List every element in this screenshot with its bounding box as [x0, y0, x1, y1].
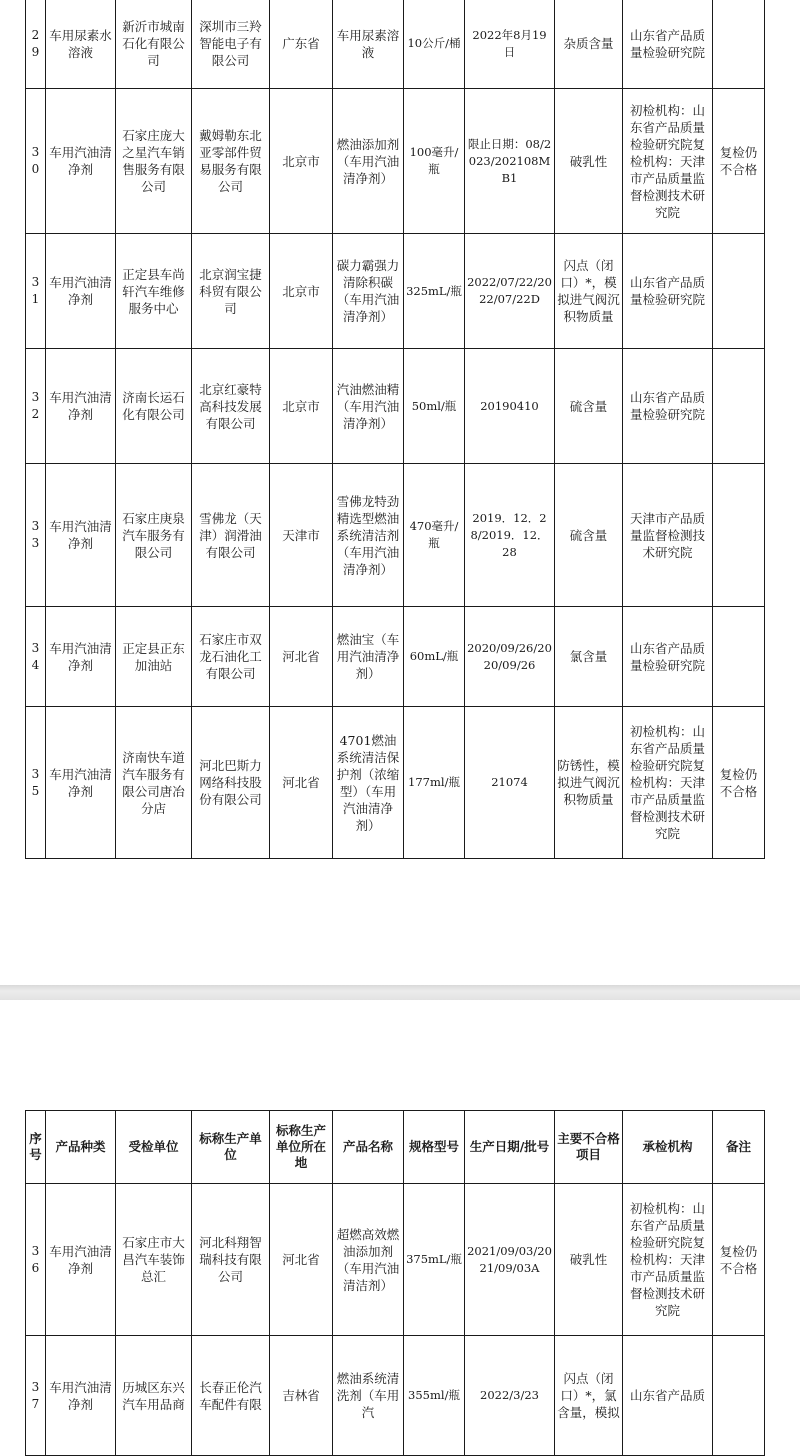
spec-cell: 10公斤/桶 [404, 0, 465, 89]
location-cell: 天津市 [270, 464, 333, 607]
header-seq: 序号 [26, 1111, 46, 1184]
producer-cell: 河北巴斯力网络科技股份有限公司 [192, 707, 270, 859]
defects-cell: 杂质含量 [555, 0, 623, 89]
prod-date-cell: 2022/3/23 [465, 1336, 555, 1456]
header-spec: 规格型号 [404, 1111, 465, 1184]
agency-cell: 山东省产品质量检验研究院 [623, 0, 713, 89]
product-name-cell: 碳力霸强力清除积碳（车用汽油清净剂） [333, 234, 404, 349]
header-labeled-producer: 标称生产单位 [192, 1111, 270, 1184]
producer-cell: 雪佛龙（天津）润滑油有限公司 [192, 464, 270, 607]
prod-date-cell: 2021/09/03/2021/09/03A [465, 1184, 555, 1336]
category-cell: 车用汽油清净剂 [46, 1336, 116, 1456]
spec-cell: 375mL/瓶 [404, 1184, 465, 1336]
results-table-page-2 [25, 1110, 765, 1456]
producer-cell: 北京红豪特高科技发展有限公司 [192, 349, 270, 464]
remark-cell [713, 607, 765, 707]
prod-date-cell: 20190410 [465, 349, 555, 464]
spec-cell: 100毫升/瓶 [404, 89, 465, 234]
spec-cell: 325mL/瓶 [404, 234, 465, 349]
page-separator [0, 985, 800, 1000]
defects-cell: 破乳性 [555, 89, 623, 234]
row-seq-cell: 29 [26, 0, 46, 89]
defects-cell: 闪点（闭口）*，模拟进气阀沉积物质量 [555, 234, 623, 349]
header-product-name: 产品名称 [333, 1111, 404, 1184]
prod-date-cell: 2022年8月19日 [465, 0, 555, 89]
remark-cell [713, 1336, 765, 1456]
row-seq-cell: 36 [26, 1184, 46, 1336]
row-seq-cell: 37 [26, 1336, 46, 1456]
header-prod-date: 生产日期/批号 [465, 1111, 555, 1184]
location-cell: 北京市 [270, 234, 333, 349]
row-seq-cell: 32 [26, 349, 46, 464]
spec-cell: 177ml/瓶 [404, 707, 465, 859]
category-cell: 车用汽油清净剂 [46, 607, 116, 707]
table-row [26, 1336, 765, 1456]
inspected-unit-cell: 石家庄庚泉汽车服务有限公司 [116, 464, 192, 607]
product-name-cell: 雪佛龙特劲精选型燃油系统清洁剂（车用汽油清净剂） [333, 464, 404, 607]
defects-cell: 防锈性，模拟进气阀沉积物质量 [555, 707, 623, 859]
remark-cell: 复检仍不合格 [713, 1184, 765, 1336]
agency-cell: 初检机构：山东省产品质量检验研究院复检机构：天津市产品质量监督检测技术研究院 [623, 1184, 713, 1336]
agency-cell: 初检机构：山东省产品质量检验研究院复检机构：天津市产品质量监督检测技术研究院 [623, 707, 713, 859]
category-cell: 车用汽油清净剂 [46, 1184, 116, 1336]
producer-cell: 石家庄市双龙石油化工有限公司 [192, 607, 270, 707]
location-cell: 河北省 [270, 607, 333, 707]
inspected-unit-cell: 济南快车道汽车服务有限公司唐冶分店 [116, 707, 192, 859]
remark-cell [713, 0, 765, 89]
header-remark: 备注 [713, 1111, 765, 1184]
category-cell: 车用汽油清净剂 [46, 464, 116, 607]
product-name-cell: 燃油添加剂（车用汽油清净剂） [333, 89, 404, 234]
row-seq-cell: 35 [26, 707, 46, 859]
prod-date-cell: 2022/07/22/2022/07/22D [465, 234, 555, 349]
row-seq-cell: 34 [26, 607, 46, 707]
document-page-2 [0, 1000, 800, 1420]
producer-cell: 长春正伦汽车配件有限 [192, 1336, 270, 1456]
header-agency: 承检机构 [623, 1111, 713, 1184]
producer-cell: 深圳市三羚智能电子有限公司 [192, 0, 270, 89]
results-table-page-1 [25, 0, 765, 859]
inspected-unit-cell: 正定县车尚轩汽车维修服务中心 [116, 234, 192, 349]
category-cell: 车用汽油清净剂 [46, 349, 116, 464]
agency-cell: 山东省产品质量检验研究院 [623, 234, 713, 349]
product-name-cell: 燃油系统清洗剂（车用汽 [333, 1336, 404, 1456]
table-row [26, 349, 765, 464]
location-cell: 北京市 [270, 349, 333, 464]
inspected-unit-cell: 济南长运石化有限公司 [116, 349, 192, 464]
row-seq-cell: 31 [26, 234, 46, 349]
inspected-unit-cell: 历城区东兴汽车用品商 [116, 1336, 192, 1456]
producer-cell: 河北科翔智瑞科技有限公司 [192, 1184, 270, 1336]
defects-cell: 氯含量 [555, 607, 623, 707]
product-name-cell: 车用尿素溶液 [333, 0, 404, 89]
table-row [26, 1184, 765, 1336]
header-inspected-unit: 受检单位 [116, 1111, 192, 1184]
defects-cell: 硫含量 [555, 349, 623, 464]
agency-cell: 天津市产品质量监督检测技术研究院 [623, 464, 713, 607]
location-cell: 河北省 [270, 1184, 333, 1336]
remark-cell: 复检仍不合格 [713, 707, 765, 859]
table-row [26, 464, 765, 607]
defects-cell: 破乳性 [555, 1184, 623, 1336]
header-producer-location: 标称生产单位所在地 [270, 1111, 333, 1184]
row-seq-cell: 33 [26, 464, 46, 607]
category-cell: 车用汽油清净剂 [46, 234, 116, 349]
remark-cell [713, 349, 765, 464]
location-cell: 吉林省 [270, 1336, 333, 1456]
remark-cell [713, 234, 765, 349]
category-cell: 车用尿素水溶液 [46, 0, 116, 89]
spec-cell: 50ml/瓶 [404, 349, 465, 464]
table-row [26, 607, 765, 707]
agency-cell: 山东省产品质量检验研究院 [623, 607, 713, 707]
product-name-cell: 燃油宝（车用汽油清净剂） [333, 607, 404, 707]
product-name-cell: 超燃高效燃油添加剂（车用汽油清洁剂） [333, 1184, 404, 1336]
remark-cell: 复检仍不合格 [713, 89, 765, 234]
spec-cell: 60mL/瓶 [404, 607, 465, 707]
inspected-unit-cell: 石家庄庞大之星汽车销售服务有限公司 [116, 89, 192, 234]
inspected-unit-cell: 正定县正东加油站 [116, 607, 192, 707]
prod-date-cell: 限止日期：08/2023/202108MB1 [465, 89, 555, 234]
table-header-row [26, 1111, 765, 1184]
remark-cell [713, 464, 765, 607]
prod-date-cell: 2020/09/26/2020/09/26 [465, 607, 555, 707]
prod-date-cell: 21074 [465, 707, 555, 859]
category-cell: 车用汽油清净剂 [46, 89, 116, 234]
inspected-unit-cell: 石家庄市大昌汽车装饰总汇 [116, 1184, 192, 1336]
table-row [26, 89, 765, 234]
producer-cell: 北京润宝捷科贸有限公司 [192, 234, 270, 349]
location-cell: 广东省 [270, 0, 333, 89]
category-cell: 车用汽油清净剂 [46, 707, 116, 859]
prod-date-cell: 2019．12．28/2019．12．28 [465, 464, 555, 607]
agency-cell: 初检机构：山东省产品质量检验研究院复检机构：天津市产品质量监督检测技术研究院 [623, 89, 713, 234]
table-row [26, 0, 765, 89]
defects-cell: 闪点（闭口）*，氯含量，模拟 [555, 1336, 623, 1456]
table-row [26, 234, 765, 349]
spec-cell: 355ml/瓶 [404, 1336, 465, 1456]
product-name-cell: 汽油燃油精（车用汽油清净剂） [333, 349, 404, 464]
product-name-cell: 4701燃油系统清洁保护剂（浓缩型）（车用汽油清净剂） [333, 707, 404, 859]
spec-cell: 470毫升/瓶 [404, 464, 465, 607]
location-cell: 河北省 [270, 707, 333, 859]
header-category: 产品种类 [46, 1111, 116, 1184]
location-cell: 北京市 [270, 89, 333, 234]
row-seq-cell: 30 [26, 89, 46, 234]
defects-cell: 硫含量 [555, 464, 623, 607]
agency-cell: 山东省产品质量检验研究院 [623, 349, 713, 464]
inspected-unit-cell: 新沂市城南石化有限公司 [116, 0, 192, 89]
header-defects: 主要不合格项目 [555, 1111, 623, 1184]
producer-cell: 戴姆勒东北亚零部件贸易服务有限公司 [192, 89, 270, 234]
table-row [26, 707, 765, 859]
agency-cell: 山东省产品质 [623, 1336, 713, 1456]
